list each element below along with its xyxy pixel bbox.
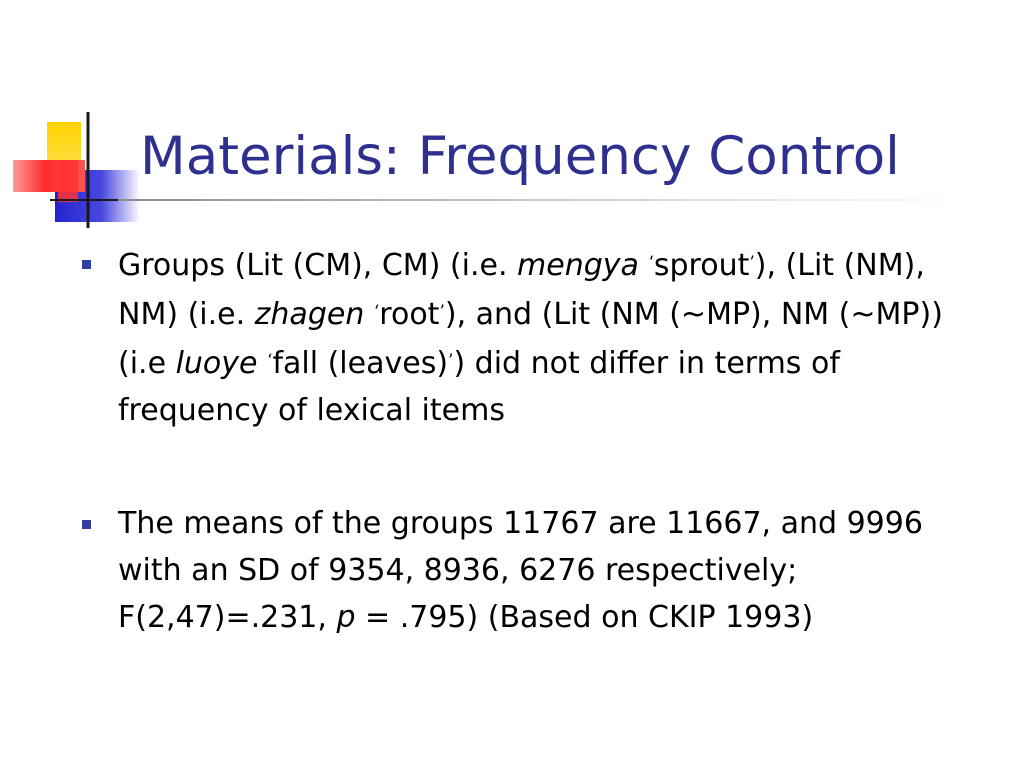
bullet-text-segment: ), (Lit (NM), NM) (i.e.: [118, 248, 925, 332]
close-quote: ’: [439, 302, 445, 322]
example-word-luoye: luoye: [175, 346, 258, 381]
bullet-text-segment: [258, 346, 268, 381]
square-bullet-icon: [82, 520, 91, 529]
logo-red-square-tail: [58, 160, 78, 202]
open-quote: ‘: [648, 253, 654, 273]
example-word-mengya: mengya: [517, 248, 639, 283]
close-quote: ’: [448, 351, 454, 371]
p-value-symbol: p: [336, 600, 356, 635]
bullet-text-segment: = .795) (Based on CKIP 1993): [355, 600, 814, 635]
decorative-squares-logo: [0, 0, 150, 240]
bullet-item-group-means: [118, 500, 986, 641]
example-word-zhagen: zhagen: [254, 297, 365, 332]
bullet-text-segment: ), and (Lit (NM (~MP), NM (~MP)) (i.e: [118, 297, 943, 381]
square-bullet-icon: [82, 260, 91, 269]
gloss-sprout: sprout: [653, 248, 750, 283]
slide-title: Materials: Frequency Control: [140, 126, 900, 187]
bullet-text-segment: ) did not differ in terms of frequency of lexical items: [118, 346, 840, 428]
title-divider: [118, 199, 978, 201]
gloss-root: root: [379, 297, 440, 332]
bullet-text-segment: The means of the groups 11767 are 11667, and 9996 with an SD of 9354, 8936, 6276 respectively; F(2,47)=.231,: [118, 506, 923, 635]
bullet-text-segment: [364, 297, 374, 332]
gloss-fall-leaves: fall (leaves): [272, 346, 449, 381]
bullet-item-frequency-groups: [118, 240, 986, 434]
bullet-text-segment: Groups (Lit (CM), CM) (i.e.: [118, 248, 518, 283]
open-quote: ‘: [267, 351, 273, 371]
open-quote: ‘: [373, 302, 380, 322]
close-quote: ’: [749, 253, 755, 273]
